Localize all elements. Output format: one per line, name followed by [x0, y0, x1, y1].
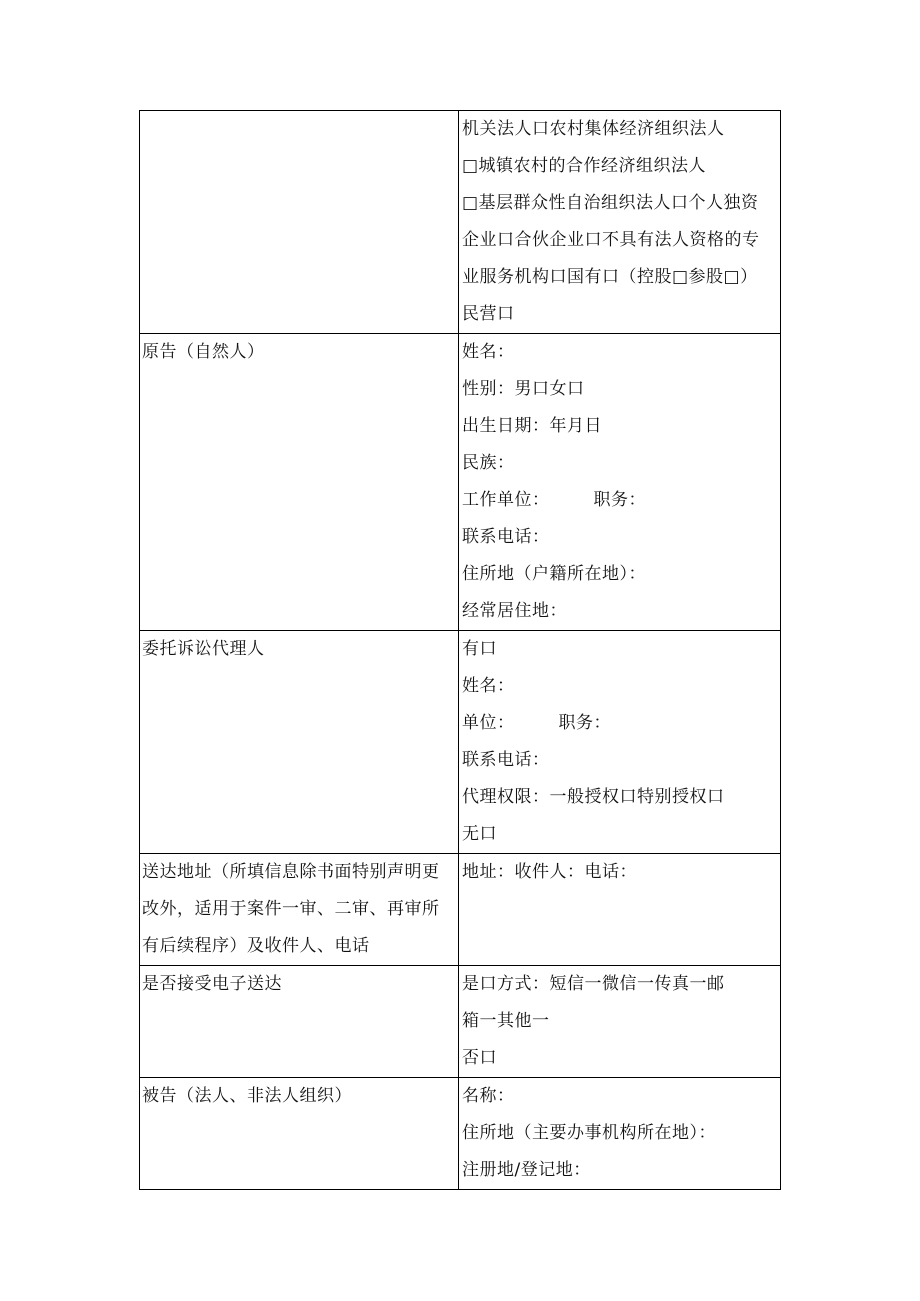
value-line: 联系电话：: [462, 527, 550, 547]
value-line: 业服务机构口国有口（控股□参股□）: [462, 267, 758, 287]
row-label-text: 被告（法人、非法人组织）: [142, 1086, 352, 1106]
value-line: 否口: [462, 1048, 497, 1068]
row-label: [140, 631, 459, 854]
value-line: 民族：: [462, 453, 515, 473]
value-line: □城镇农村的合作经济组织法人: [462, 156, 707, 176]
value-line: 出生日期：年月日: [462, 416, 602, 436]
row-label: [140, 854, 459, 966]
row-label-text: 原告（自然人）: [142, 342, 265, 362]
value-line: 地址：收件人：电话：: [462, 862, 637, 882]
row-defendant-legal-person: [140, 1078, 781, 1190]
row-value: [459, 854, 781, 966]
value-line: 机关法人口农村集体经济组织法人: [462, 119, 725, 139]
value-line: 注册地/登记地：: [462, 1160, 591, 1180]
value-line: 是口方式：短信一微信一传真一邮: [462, 974, 725, 994]
value-line: 有口: [462, 639, 497, 659]
row-label-text: 送达地址（所填信息除书面特别声明更改外，适用于案件一审、二审、再审所有后续程序）及收件人、电话: [142, 862, 440, 956]
value-line: 住所地（主要办事机构所在地）：: [462, 1123, 716, 1143]
row-value: [459, 966, 781, 1078]
row-label: [140, 334, 459, 631]
value-line: 企业口合伙企业口不具有法人资格的专: [462, 230, 760, 250]
value-line: 工作单位： 职务：: [462, 490, 646, 510]
value-line: 箱一其他一: [462, 1011, 550, 1031]
row-label: [140, 111, 459, 334]
value-line: 民营口: [462, 304, 515, 324]
row-label-text: 委托诉讼代理人: [142, 639, 265, 659]
value-line: 联系电话：: [462, 750, 550, 770]
value-line: 代理权限：一般授权口特别授权口: [462, 787, 725, 807]
value-line: 性别：男口女口: [462, 379, 585, 399]
row-electronic-service: [140, 966, 781, 1078]
value-line: 经常居住地：: [462, 601, 567, 621]
value-line: 名称：: [462, 1086, 515, 1106]
row-label: [140, 966, 459, 1078]
row-litigation-agent: [140, 631, 781, 854]
row-legal-person-type: [140, 111, 781, 334]
complaint-form-table: [139, 110, 781, 1190]
row-label: [140, 1078, 459, 1190]
row-value: [459, 1078, 781, 1190]
value-line: □基层群众性自治组织法人口个人独资: [462, 193, 759, 213]
row-label-text: 是否接受电子送达: [142, 974, 282, 994]
value-line: 姓名：: [462, 676, 515, 696]
row-value: [459, 111, 781, 334]
value-line: 姓名：: [462, 342, 515, 362]
value-line: 无口: [462, 824, 497, 844]
value-line: 单位： 职务：: [462, 713, 611, 733]
row-value: [459, 334, 781, 631]
row-plaintiff-natural-person: [140, 334, 781, 631]
row-service-address: [140, 854, 781, 966]
value-line: 住所地（户籍所在地）：: [462, 564, 646, 584]
row-value: [459, 631, 781, 854]
